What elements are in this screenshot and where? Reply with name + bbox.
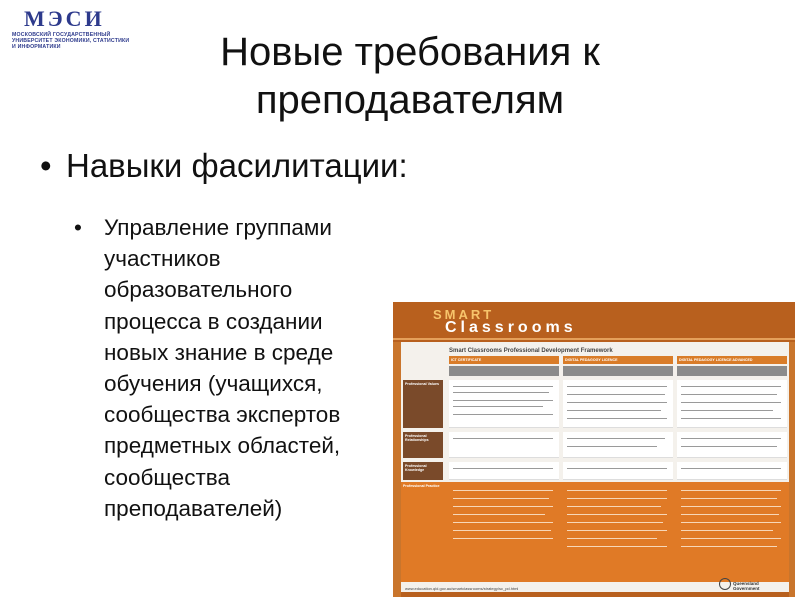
poster-text-line (453, 514, 545, 515)
poster-row-label: Professional Practice (403, 484, 440, 488)
poster-text-line (567, 386, 667, 387)
poster-text-line (681, 418, 781, 419)
poster-text-line (453, 530, 551, 531)
poster-text-line (567, 446, 657, 447)
poster-body (401, 342, 789, 592)
poster-text-line (681, 522, 781, 523)
poster-cell (449, 380, 559, 428)
bullet-level1 (40, 146, 408, 186)
poster-stripe (393, 338, 795, 340)
poster-text-line (453, 522, 553, 523)
poster-text-line (567, 514, 667, 515)
poster-practice-block (401, 482, 789, 582)
poster-brand-top: SMART (433, 307, 495, 322)
poster-text-line (681, 402, 781, 403)
poster-text-line (453, 392, 549, 393)
government-label: Queensland Government (733, 581, 760, 591)
poster-text-line (453, 438, 553, 439)
poster-text-line (567, 498, 667, 499)
logo-mark: МЭСИ (24, 6, 105, 31)
poster-text-line (681, 386, 781, 387)
poster-footer-bar (401, 592, 789, 597)
poster-column-header: DIGITAL PEDAGOGY LICENCE (563, 356, 673, 364)
poster-text-line (681, 546, 777, 547)
poster-brand-bottom: Classrooms (445, 319, 577, 336)
crest-icon (719, 578, 731, 590)
poster-framework-title: Smart Classrooms Professional Development Framework (449, 348, 613, 354)
poster-text-line (567, 538, 657, 539)
poster-text-line (453, 506, 553, 507)
poster-cell (449, 462, 559, 480)
logo-subtitle: МОСКОВСКИЙ ГОСУДАРСТВЕННЫЙ УНИВЕРСИТЕТ ЭКОНОМИКИ, СТАТИСТИКИ И ИНФОРМАТИКИ (12, 32, 130, 50)
poster-text-line (453, 498, 549, 499)
poster-subheader (677, 366, 787, 376)
slide-title: Новые требования к преподавателям (220, 30, 600, 122)
poster-cell (563, 432, 673, 458)
poster-text-line (681, 490, 781, 491)
poster-cell (563, 462, 673, 480)
poster-text-line (567, 490, 667, 491)
poster-text-line (567, 394, 665, 395)
poster-text-line (681, 498, 777, 499)
poster-text-line (567, 410, 661, 411)
poster-text-line (567, 522, 663, 523)
poster-cell (677, 462, 787, 480)
poster-text-line (681, 538, 781, 539)
bullet-level2-text: Управление группами участников образовательного процесса в создании новых знание в среде обучения (учащихся, сообщества экспертов предметных областей, сообщества преподавателей) (104, 215, 341, 521)
poster-cell (563, 380, 673, 428)
poster-row-label: Professional Values (403, 380, 443, 428)
poster-text-line (681, 514, 779, 515)
poster-text-line (567, 530, 667, 531)
poster-column-header: ICT CERTIFICATE (449, 356, 559, 364)
poster-text-line (567, 546, 667, 547)
poster-text-line (453, 468, 553, 469)
poster-text-line (453, 414, 553, 415)
bullet-level1-text: Навыки фасилитации: (66, 147, 408, 184)
poster-column-header: DIGITAL PEDAGOGY LICENCE ADVANCED (677, 356, 787, 364)
poster-text-line (681, 506, 781, 507)
queensland-government-logo (719, 578, 785, 590)
poster-text-line (567, 506, 661, 507)
poster-text-line (567, 418, 667, 419)
poster-subheader (449, 366, 559, 376)
poster-text-line (567, 468, 667, 469)
poster-text-line (681, 446, 777, 447)
poster-cell (677, 380, 787, 428)
bullet-dot-icon: • (40, 147, 52, 184)
poster-subheader (563, 366, 673, 376)
poster-text-line (453, 538, 553, 539)
poster-text-line (681, 468, 781, 469)
poster-text-line (681, 410, 773, 411)
poster-text-line (681, 530, 773, 531)
bullet-dot-icon: • (74, 215, 82, 240)
poster-url: www.education.qld.gov.au/smartclassrooms/strategy/sc_pd.html (405, 586, 519, 591)
poster-cell (449, 432, 559, 458)
poster-text-line (453, 490, 553, 491)
poster-row-label: Professional Relationships (403, 432, 443, 458)
poster-text-line (567, 402, 667, 403)
poster-text-line (681, 394, 777, 395)
poster-text-line (453, 386, 553, 387)
poster-row-label: Professional Knowledge (403, 462, 443, 480)
poster-text-line (681, 438, 781, 439)
bullet-level2 (74, 212, 384, 524)
msei-logo (6, 6, 136, 52)
poster-cell (677, 432, 787, 458)
poster-text-line (567, 438, 665, 439)
smart-classrooms-poster-image (393, 302, 795, 597)
poster-header (393, 302, 795, 342)
poster-text-line (453, 406, 543, 407)
poster-text-line (453, 400, 553, 401)
